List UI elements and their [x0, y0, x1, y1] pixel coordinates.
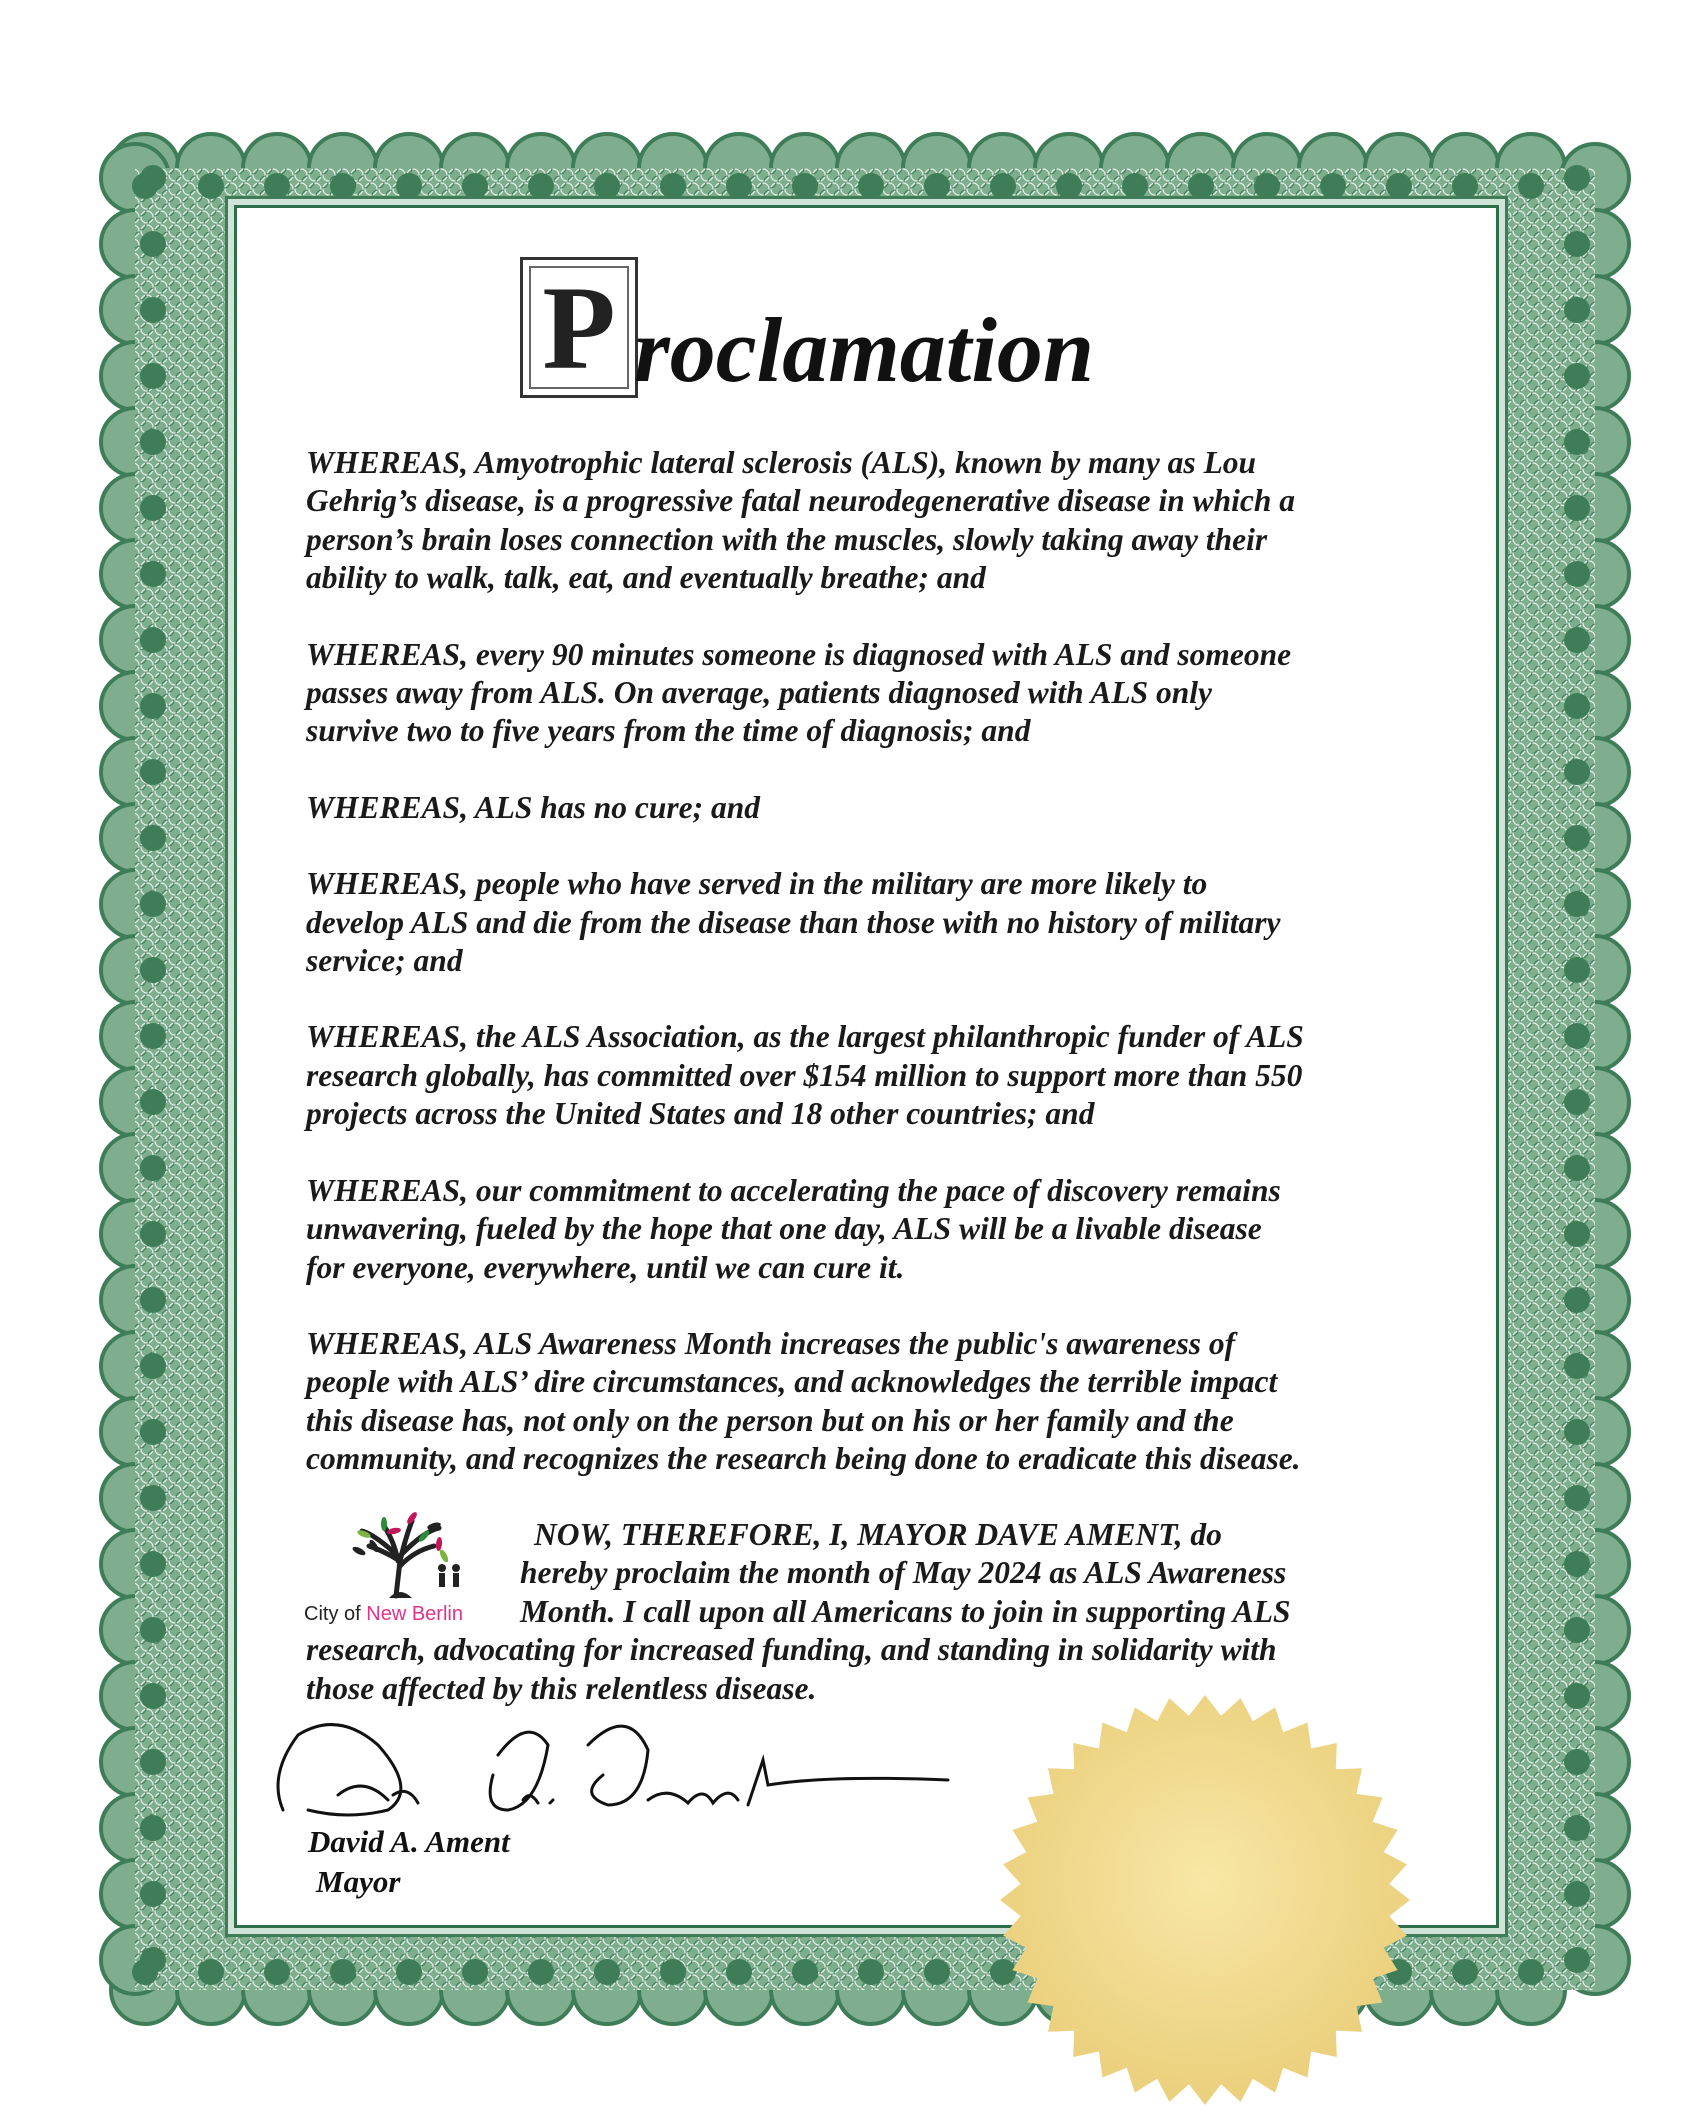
paragraph-line: WHEREAS, every 90 minutes someone is diagnosed with ALS and someone	[306, 636, 1292, 672]
whereas-paragraph	[306, 444, 1426, 598]
proclamation-statement	[306, 1516, 1426, 1708]
signatory-title: Mayor	[316, 1864, 401, 1899]
paragraph-line: WHEREAS, our commitment to accelerating the pace of discovery remains	[306, 1172, 1281, 1208]
proclamation-line: hereby proclaim the month of May 2024 as ALS Awareness	[520, 1555, 1287, 1591]
paragraph-line: passes away from ALS. On average, patients diagnosed with ALS only	[306, 675, 1212, 711]
proclamation-line: NOW, THEREFORE, I, MAYOR DAVE AMENT, do	[534, 1517, 1222, 1552]
signatory	[308, 1822, 510, 1902]
paragraph-line: person’s brain loses connection with the muscles, slowly taking away their	[306, 521, 1268, 557]
paragraph-line: survive two to five years from the time of diagnosis; and	[306, 713, 1031, 749]
logo-city-name: New Berlin	[366, 1603, 463, 1625]
signatory-name: David A. Ament	[308, 1824, 510, 1859]
paragraph-line: people with ALS’ dire circumstances, and acknowledges the terrible impact	[306, 1364, 1278, 1400]
paragraph-line: projects across the United States and 18 other countries; and	[306, 1096, 1095, 1132]
whereas-paragraph	[306, 865, 1426, 980]
paragraph-line: WHEREAS, ALS Awareness Month increases the public's awareness of	[306, 1325, 1236, 1361]
whereas-paragraph	[306, 1018, 1426, 1133]
gold-seal	[995, 1690, 1415, 2110]
paragraph-line: WHEREAS, Amyotrophic lateral sclerosis (ALS), known by many as Lou	[306, 445, 1257, 480]
paragraph-line: for everyone, everywhere, until we can cure it.	[306, 1249, 905, 1285]
ornate-dropcap: P	[520, 257, 638, 398]
paragraph-line: this disease has, not only on the person but on his or her family and the	[306, 1402, 1234, 1438]
whereas-paragraph	[306, 1325, 1426, 1479]
page-title	[520, 248, 1095, 401]
whereas-paragraph	[306, 1172, 1426, 1287]
paragraph-line: WHEREAS, people who have served in the military are more likely to	[306, 866, 1208, 902]
proclamation-line: Month. I call upon all Americans to join in supporting ALS	[520, 1593, 1291, 1629]
proclamation-line: research, advocating for increased funding, and standing in solidarity with	[306, 1632, 1277, 1668]
paragraph-line: research globally, has committed over $154 million to support more than 550	[306, 1057, 1303, 1093]
paragraph-line: community, and recognizes the research being done to eradicate this disease.	[306, 1441, 1301, 1477]
paragraph-line: WHEREAS, the ALS Association, as the largest philanthropic funder of ALS	[306, 1019, 1304, 1055]
title-text: roclamation	[634, 299, 1095, 401]
proclamation-line: those affected by this relentless disease.	[306, 1670, 817, 1706]
paragraph-line: develop ALS and die from the disease than those with no history of military	[306, 904, 1281, 940]
logo-prefix: City of	[304, 1603, 367, 1625]
paragraph-line: ability to walk, talk, eat, and eventually breathe; and	[306, 560, 986, 596]
paragraph-line: service; and	[306, 943, 463, 979]
paragraph-line: WHEREAS, ALS has no cure; and	[306, 789, 760, 825]
paragraph-line: unwavering, fueled by the hope that one day, ALS will be a livable disease	[306, 1211, 1262, 1247]
paragraph-line: Gehrig’s disease, is a progressive fatal neurodegenerative disease in which a	[306, 483, 1296, 519]
mayor-signature	[268, 1715, 968, 1825]
whereas-clauses	[306, 444, 1426, 1517]
whereas-paragraph	[306, 789, 1426, 827]
whereas-paragraph	[306, 636, 1426, 751]
